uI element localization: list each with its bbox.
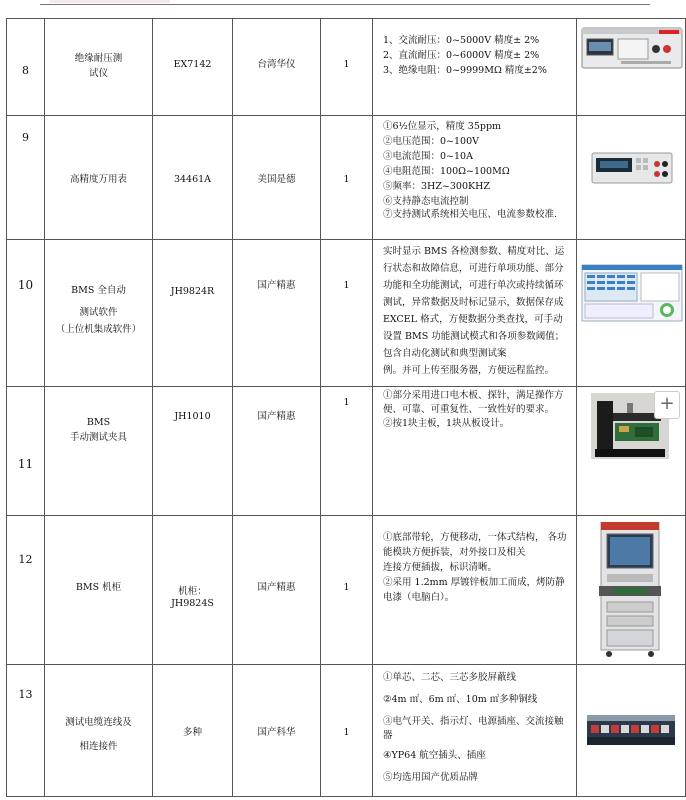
top-rule [40, 4, 650, 5]
item-maker: 美国是德 [233, 116, 321, 240]
table-row [7, 665, 686, 797]
spec-line: ②按1块主板，1块从板设计。 [383, 418, 510, 429]
spec-line: ⑤均选用国产优质品牌 [383, 772, 479, 783]
table-row [7, 516, 686, 665]
item-name-line: BMS 机柜 [75, 582, 122, 593]
spec-line: 3、绝缘电阻：0~9999MΩ 精度±2% [383, 65, 547, 76]
item-name-line: 绝缘耐压测 [74, 53, 123, 64]
spec-line: ⑦支持测试系统相关电压、电流参数校准. [383, 209, 558, 220]
item-model: JH1010 [153, 387, 233, 516]
item-name-line: 手动测试夹具 [69, 432, 127, 443]
spec-line: ①底部带轮，方便移动，一体式结构， 各功能模块方便拆装，对外接口及相关 [383, 532, 567, 558]
spec-line: 例。并可上传至服务器，方便远程监控。 [383, 365, 555, 376]
item-quantity: 1 [321, 387, 373, 516]
spec-line: ②电压范围：0~100V [383, 136, 479, 147]
spec-line: ⑥支持静态电流控制 [383, 196, 469, 207]
item-name [45, 387, 153, 516]
spec-line: ①部分采用进口电木板、探针，满足操作方便、可靠、可重复性、一致性好的要求。 [383, 390, 564, 415]
table-row [7, 19, 686, 116]
item-model: 多种 [153, 665, 233, 797]
item-name-line: BMS 全自动 [71, 285, 126, 296]
item-name-line: BMS [86, 417, 111, 428]
spec-line: 1、交流耐压：0~5000V 精度± 2% [383, 35, 540, 46]
item-maker: 国产科华 [233, 665, 321, 797]
item-name-line: 测试电缆连线及 [65, 717, 132, 728]
table-row [7, 116, 686, 240]
spec-line: ④电阻范围：100Ω~100MΩ [383, 166, 510, 177]
item-spec [373, 516, 577, 665]
item-model: 34461A [153, 116, 233, 240]
multimeter-image [577, 116, 686, 240]
spec-line: ④YP64 航空插头、插座 [383, 750, 486, 761]
item-spec [373, 19, 577, 116]
item-name-line: 高精度万用表 [69, 174, 127, 185]
item-maker: 国产精惠 [233, 240, 321, 387]
table-row [7, 240, 686, 387]
row-number: 8 [7, 19, 45, 116]
item-quantity: 1 [321, 116, 373, 240]
item-name [45, 240, 153, 387]
spec-line: ②4m ㎡、6m ㎡、10m ㎡多种铜线 [383, 694, 538, 705]
item-quantity: 1 [321, 516, 373, 665]
row-number: 10 [7, 240, 45, 387]
spec-line: ③电流范围：0~10A [383, 151, 473, 162]
item-model: JH9824R [153, 240, 233, 387]
item-spec [373, 116, 577, 240]
row-number: 12 [7, 516, 45, 665]
item-maker: 国产精惠 [233, 516, 321, 665]
row-number: 13 [7, 665, 45, 797]
item-model: EX7142 [153, 19, 233, 116]
item-quantity: 1 [321, 240, 373, 387]
row-number: 9 [7, 116, 45, 240]
cables-image [577, 665, 686, 797]
spec-line: 连接方便插拔，标识清晰。 [383, 562, 498, 573]
item-name-line: 测试软件 [79, 307, 118, 318]
spec-line: ⑤频率：3HZ~300KHZ [383, 181, 491, 192]
item-name [45, 116, 153, 240]
item-name-line: （上位机集成软件） [55, 324, 142, 335]
item-maker: 国产精惠 [233, 387, 321, 516]
table-row [7, 387, 686, 516]
item-model: 机柜：JH9824S [153, 516, 233, 665]
item-spec [373, 240, 577, 387]
item-quantity: 1 [321, 665, 373, 797]
cabinet-image [577, 516, 686, 665]
item-name [45, 665, 153, 797]
spec-line: ③电气开关、指示灯、电源插座、交流接触器 [383, 716, 564, 741]
spec-line: 实时显示 BMS 各检测参数、精度对比、运行状态和故障信息，可进行单项功能、部分功能和全功能测试，可进行单次或持续循环测试，异常数据及时标记显示，数据保存成 EXCEL 格式，方便数据分类查找，可手动设置 BMS 功能测试模式和各项参数阈值；包含自动化测试和典型测试案 [383, 246, 565, 359]
spec-line: ①6½位显示，精度 35ppm [383, 121, 502, 132]
item-spec [373, 665, 577, 797]
item-maker: 台湾华仪 [233, 19, 321, 116]
item-name [45, 516, 153, 665]
item-spec [373, 387, 577, 516]
item-name [45, 19, 153, 116]
equipment-table [6, 18, 686, 797]
add-button[interactable]: + [654, 391, 680, 419]
insulation-tester-image [577, 19, 686, 116]
spec-line: ②采用 1.2mm 厚镀锌板加工而成，烤防静电漆（电脑白）。 [383, 577, 565, 603]
row-number: 11 [7, 387, 45, 516]
spec-line: ①单芯、二芯、三芯多胶屏蔽线 [383, 672, 517, 683]
software-screenshot-image [577, 240, 686, 387]
item-quantity: 1 [321, 19, 373, 116]
clipped-header-fragment [50, 0, 170, 3]
item-name-line: 相连接件 [79, 741, 118, 752]
spec-line: 2、直流耐压：0~6000V 精度± 2% [383, 50, 540, 61]
item-name-line: 试仪 [88, 68, 108, 79]
